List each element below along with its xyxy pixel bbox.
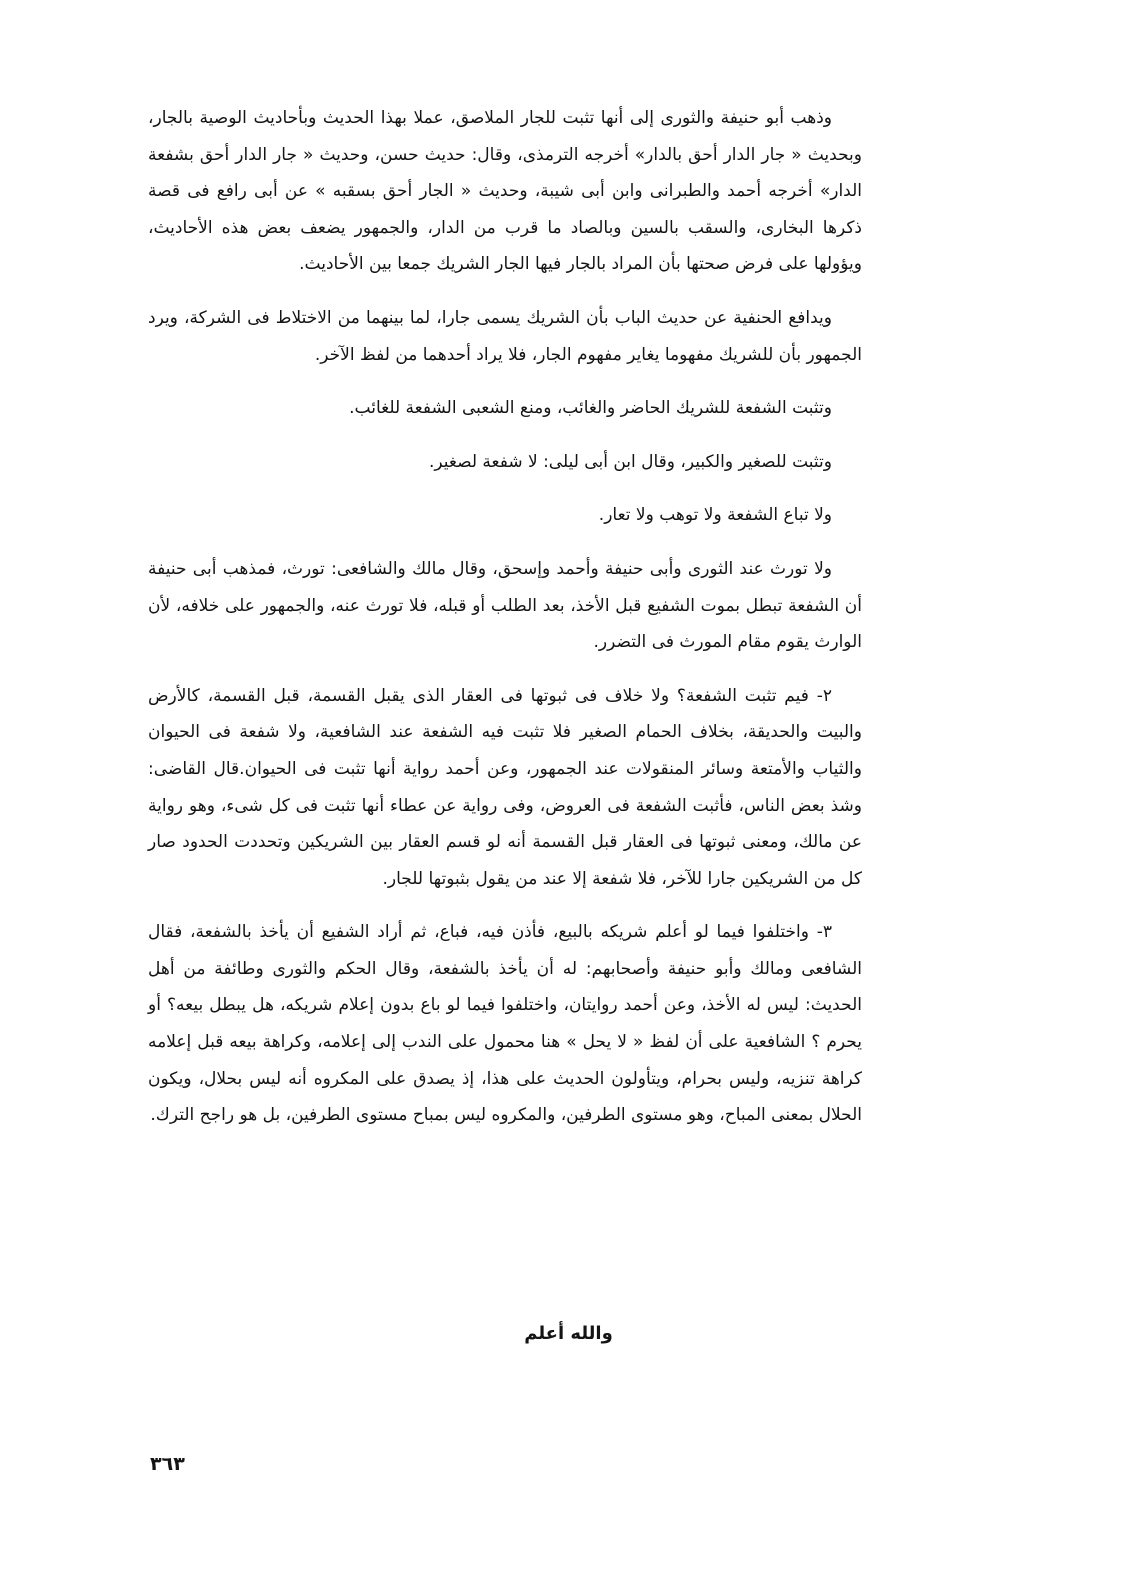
paragraph-no-sale: ولا تباع الشفعة ولا توهب ولا تعار. xyxy=(598,505,832,526)
paragraph-present-absent: وتثبت الشفعة للشريك الحاضر والغائب، ومنع الشعبى الشفعة للغائب. xyxy=(349,398,832,419)
paragraph-hanafi-defense: ويدافع الحنفية عن حديث الباب بأن الشريك يسمى جارا، لما بينهما من الاختلاط فى الشركة، ويرد الجمهور بأن للشريك مفهوما يغاير مفهوم الجار، فلا يراد أحدهما من لفظ الآخر. xyxy=(148,307,862,365)
page-number: ٣٦٣ xyxy=(150,1453,185,1475)
body-text xyxy=(148,100,862,1151)
paragraph-section-3: ٣- واختلفوا فيما لو أعلم شريكه بالبيع، فأذن فيه، فباع، ثم أراد الشفيع أن يأخذ بالشفعة، فقال الشافعى ومالك وأبو حنيفة وأصحابهم: له أن يأخذ بالشفعة، وقال الحكم والثورى وطائفة من أهل الحديث: ليس له الأخذ، وعن أحمد روايتان، واختلفوا فيما لو باع بدون إعلام شريكه، هل يبطل بيعه؟ أو يحرم ؟ الشافعية على أن لفظ « لا يحل » هنا محمول على الندب إلى إعلامه، وكراهة بيعه قبل إعلامه كراهة تنزيه، وليس بحرام، ويتأولون الحديث على هذا، إذ يصدق على المكروه أنه ليس بحلال، ويكون الحلال بمعنى المباح، وهو مستوى الطرفين، والمكروه ليس بمباح مستوى الطرفين، بل هو راجح الترك. xyxy=(148,922,862,1126)
paragraph-inheritance: ولا تورث عند الثورى وأبى حنيفة وأحمد وإسحق، وقال مالك والشافعى: تورث، فمذهب أبى حنيفة أن الشفعة تبطل بموت الشفيع قبل الأخذ، بعد الطلب أو قبله، فلا تورث عنه، والجمهور على خلافه، لأن الوارث يقوم مقام المورث فى التضرر. xyxy=(148,558,862,653)
paragraph-section-2: ٢- فيم تثبت الشفعة؟ ولا خلاف فى ثبوتها فى العقار الذى يقبل القسمة، قبل القسمة، كالأرض والبيت والحديقة، بخلاف الحمام الصغير فلا تثبت فيه الشفعة عند الشافعية، ولا شفعة فى الحيوان والثياب والأمتعة وسائر المنقولات عند الجمهور، وعن أحمد رواية أنها تثبت فى الحيوان.قال القاضى: وشذ بعض الناس، فأثبت الشفعة فى العروض، وفى رواية عن عطاء أنها تثبت فى كل شىء، وهو رواية عن مالك، ومعنى ثبوتها فى العقار قبل القسمة أنه لو قسم العقار بين الشريكين وتحددت الحدود صار كل من الشريكين جارا للآخر، فلا شفعة إلا عند من يقول بثبوتها للجار. xyxy=(148,685,862,889)
paragraph-hanafi-neighbor: وذهب أبو حنيفة والثورى إلى أنها تثبت للجار الملاصق، عملا بهذا الحديث وبأحاديث الوصية بالجار، وبحديث « جار الدار أحق بالدار» أخرجه الترمذى، وقال: حديث حسن، وحديث « جار الدار أحق بشفعة الدار» أخرجه أحمد والطبرانى وابن أبى شيبة، وحديث « الجار أحق بسقبه » عن أبى رافع فى قصة ذكرها البخارى، والسقب بالسين وبالصاد ما قرب من الدار، والجمهور يضعف بعض هذه الأحاديث، ويؤولها على فرض صحتها بأن المراد بالجار فيها الجار الشريك جمعا بين الأحاديث. xyxy=(148,108,862,275)
paragraph-young-old: وتثبت للصغير والكبير، وقال ابن أبى ليلى: لا شفعة لصغير. xyxy=(428,451,832,472)
closing-phrase: والله أعلم xyxy=(524,1323,613,1344)
